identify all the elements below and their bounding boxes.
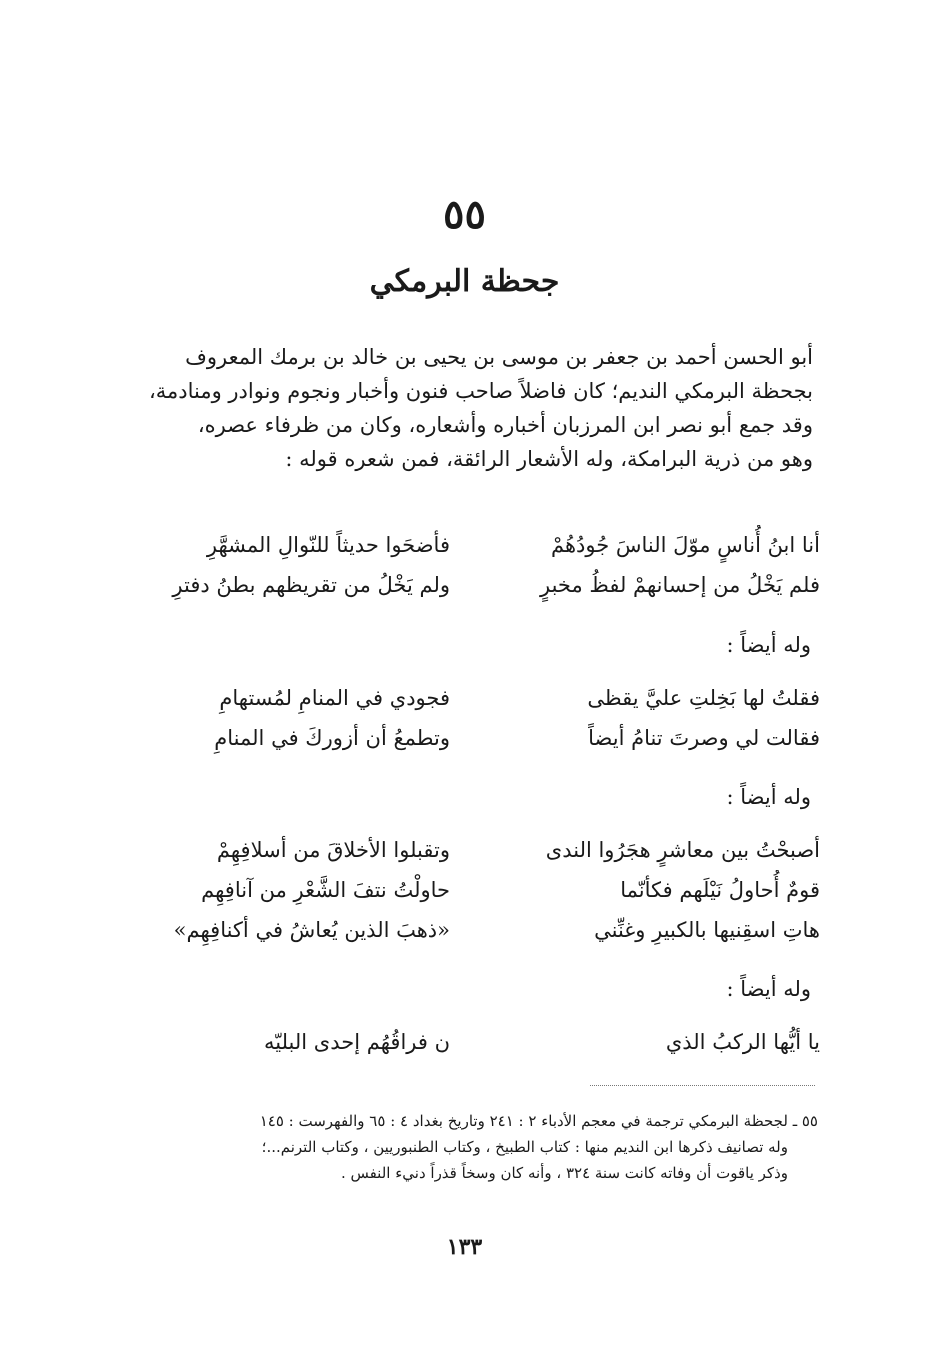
verse-first-hemistich: فقلتُ لها بَخِلتِ عليَّ يقظى — [587, 686, 820, 710]
verse — [110, 870, 820, 910]
verse-first-hemistich: يا أيُّها الركبُ الذي — [665, 1030, 820, 1054]
page-number: ١٣٣ — [446, 1234, 483, 1260]
verse — [110, 718, 820, 758]
also-heading: وله أيضاً : — [726, 785, 811, 809]
footnote — [118, 1108, 818, 1186]
verse — [110, 565, 820, 605]
verse — [110, 830, 820, 870]
verse-first-hemistich: هاتِ اسقِنيها بالكبيرِ وغنِّني — [594, 918, 820, 942]
poem-2 — [110, 678, 820, 758]
intro-line: بجحظة البرمكي النديم؛ كان فاضلاً صاحب فنون وأخبار ونجوم ونوادر ومنادمة، — [148, 379, 813, 403]
footnote-line: وله تصانيف ذكرها ابن النديم منها : كتاب الطبيخ ، وكتاب الطنبوريين ، وكتاب الترنم...؛ — [261, 1138, 788, 1156]
footnote-line: ٥٥ ـ لجحظة البرمكي ترجمة في معجم الأدباء ٢ : ٢٤١ وتاريخ بغداد ٤ : ٦٥ والفهرست : ١٤٥ — [259, 1112, 818, 1130]
verse-second-hemistich: وتقبلوا الأخلاقَ من أسلافِهِمْ — [216, 838, 450, 862]
also-heading: وله أيضاً : — [726, 633, 811, 657]
poem-4 — [110, 1022, 820, 1062]
footnote-line: وذكر ياقوت أن وفاته كانت سنة ٣٢٤ ، وأنه كان وسخاً قذراً دنيء النفس . — [340, 1164, 788, 1182]
poem-3 — [110, 830, 820, 950]
also-heading: وله أيضاً : — [726, 977, 811, 1001]
intro-line: وهو من ذرية البرامكة، وله الأشعار الرائقة، فمن شعره قوله : — [285, 447, 813, 471]
footnote-separator — [590, 1085, 815, 1086]
poem-1 — [110, 525, 820, 605]
verse — [110, 1022, 820, 1062]
verse-second-hemistich: فجودي في المنامِ لمُستهامِ — [219, 686, 450, 710]
verse-first-hemistich: فقالت لي وصرتَ تنامُ أيضاً — [588, 726, 820, 750]
verse-first-hemistich: أصبحْتُ بين معاشرٍ هجَرُوا الندى — [545, 838, 820, 862]
verse-second-hemistich: وتطمعُ أن أزوركَ في المنامِ — [214, 726, 450, 750]
intro-paragraph — [118, 340, 813, 476]
intro-line: وقد جمع أبو نصر ابن المرزبان أخباره وأشعاره، وكان من ظرفاء عصره، — [197, 413, 813, 437]
verse-first-hemistich: فلم يَخْلُ من إحسانهمْ لفظُ مخبرٍ — [539, 573, 820, 597]
verse — [110, 910, 820, 950]
chapter-number: ٥٥ — [443, 191, 486, 238]
verse — [110, 525, 820, 565]
verse-second-hemistich: «ذهبَ الذين يُعاشُ في أكنافِهِم» — [173, 918, 450, 942]
verse — [110, 678, 820, 718]
verse-second-hemistich: فأضحَوا حديثاً للنّوالِ المشهَّرِ — [206, 533, 450, 557]
verse-second-hemistich: حاولْتُ نتفَ الشَّعْرِ من آنافِهِم — [201, 878, 450, 902]
verse-first-hemistich: قومٌ أُحاولُ نَيْلَهم فكأنّما — [620, 878, 820, 902]
verse-second-hemistich: ن فراقُهُم إحدى البليّه — [264, 1030, 450, 1054]
chapter-title: جحظة البرمكي — [369, 264, 560, 299]
intro-line: أبو الحسن أحمد بن جعفر بن موسى بن يحيى بن خالد بن برمك المعروف — [185, 345, 813, 369]
verse-first-hemistich: أنا ابنُ أُناسٍ موّلَ الناسَ جُودُهُمْ — [550, 533, 820, 557]
verse-second-hemistich: ولم يَخْلُ من تقريظهم بطنُ دفترِ — [172, 573, 450, 597]
